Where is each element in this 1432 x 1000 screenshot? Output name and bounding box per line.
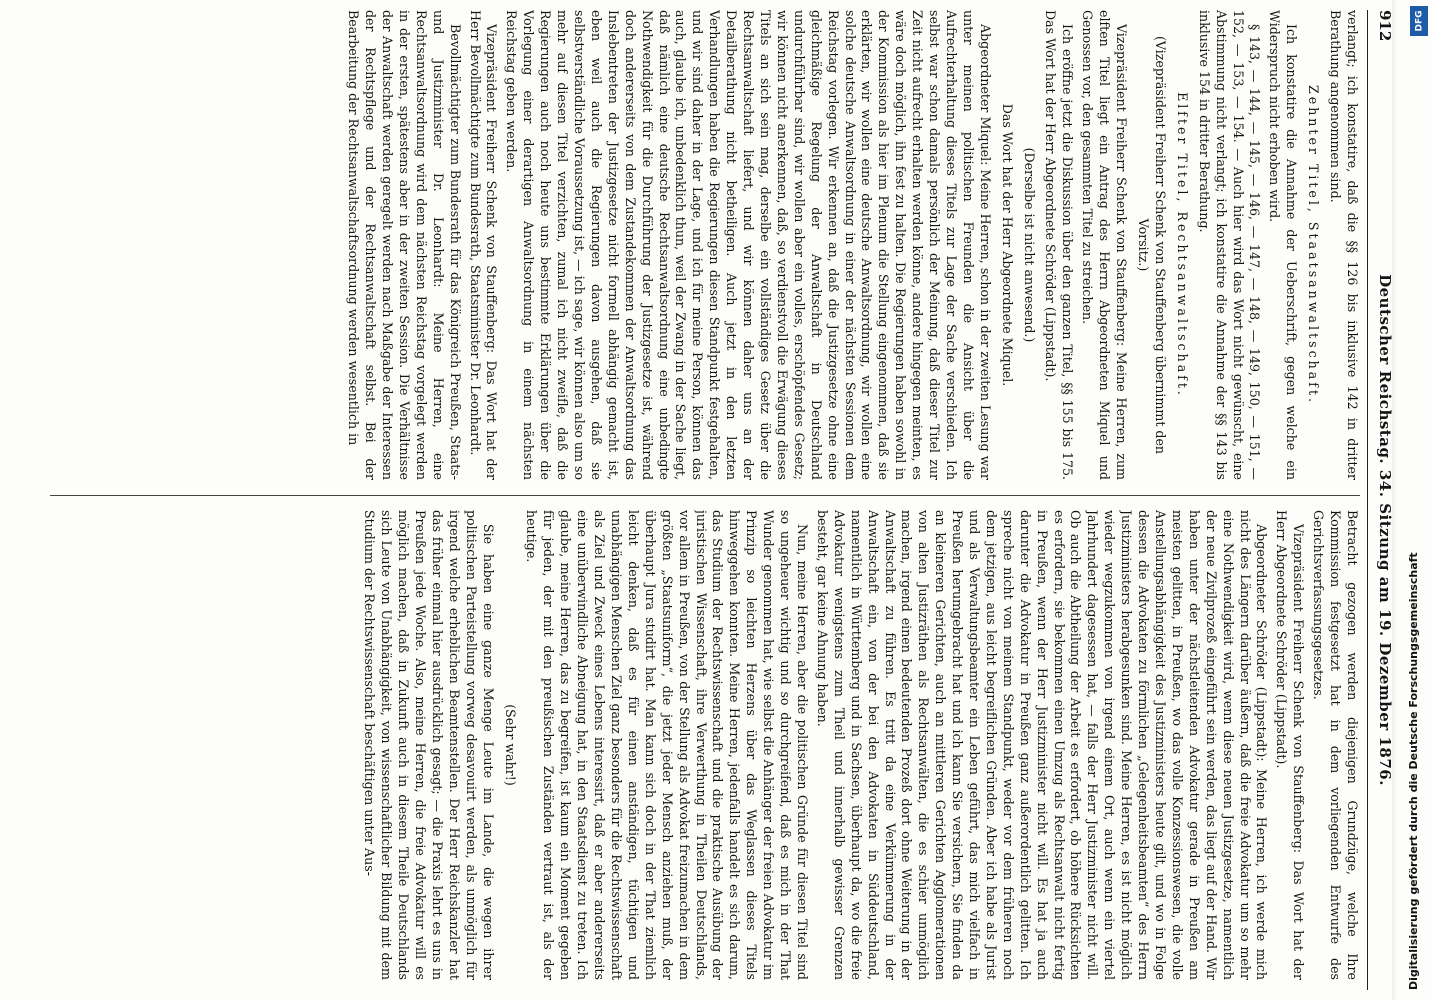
header-rule [1367,10,1368,990]
paragraph: Vizepräsident Freiherr Schenk von Stauffenberg: Meine Herren, zum elften Titel liegt ein Antrag des Herrn Abgeordneten Miquel und Genossen vor, den gesammten Titel zu streichen. [1080,10,1130,480]
section-heading: Zehnter Titel, Staatsanwaltschaft. [1306,84,1322,406]
stage-direction: (Vizepräsident Freiherr Schenk von Stauffenberg übernimmt den Vorsitz.) [1136,35,1168,455]
speech-paragraph: Bevollmächtigter zum Bundesrath für das Königreich Preußen, Staats- und Justizminister Dr. Leonhardt: Meine Herren, eine Rechtsanwaltsordnung wird dem nächsten Reichstag vorgelegt werden in der ersten, spätestens aber in der zweiten Session. Die Verhältnisse der Anwaltschaft werden geregelt werden nach Maßgabe der Interessen der Rechtspflege und der Rechtsanwaltschaft selbst. Bei der Bearbeitung der Rechtsanwaltschaftsordnung werden wesentlich in [346,10,463,480]
rotated-page-content [30,10,1400,990]
speech-paragraph: Abgeordneter Miquel: Meine Herren, schon in der zweiten Lesung war unter meinen politischen Freunden die Ansicht über die Aufrechterhaltung dieses Titels zur Lage der Sache verschieden. Ich selbst war schon damals persönlich der Meinung, daß dieser Titel zur Zeit nicht aufrecht erhalten werden könne, andere hingegen meinten, es wäre doch möglich, ihn fest zu halten. Die Regierungen haben sowohl in der Kommission als hier im Plenum die Stellung eingenommen, daß sie erklärten, wir wollen eine deutsche Anwaltsordnung, wir wollen eine solche deutsche Anwaltsordnung in einer der nächsten Sessionen dem Reichstag vorlegen. Wir erkennen an, daß die Justizgesetze ohne eine gleichmäßige Regelung der Anwaltschaft in Deutschland undurchführbar sind, wir wollen aber ein volles, erschöpfendes Gesetz; wir können nicht anerkennen, daß, so verdienstvoll die Erwägung dieses Titels an sich sein mag, derselbe ein vollständiges Gesetz über die Rechtsanwaltschaft liefert, und wir können daher uns an der Detailberathung nicht betheiligen. Auch jetzt in den letzten Verhandlungen haben die Regierungen diesen Standpunkt festgehalten, und wir sind daher in der Lage, und ich für meine Person, können das auch, glaube ich, unbedenklich thun, weil der Zwang in der Sache liegt, daß nämlich eine deutsche Rechtsanwaltsordnung eine unbedingte Nothwendigkeit für die Durchführung der Justizgesetze ist, während doch andererseits von dem Zustandekommen der Anwaltsordnung das Inslebentreten der Justizgesetze nicht formell abhängig gemacht ist, eben weil auch die Regierungen davon ausgehen, daß sie selbstverständliche Voraussetzung ist, — ich sage, wir können also um so mehr auf diesen Titel verzichten, zumal ich nicht zweifle, daß die Regierungen auch noch heute uns bestimmte Erklärungen über die Vorlegung einer derartigen Anwaltsordnung in einem nächsten Reichstag geben werden. [504,10,993,480]
paragraph: Vizepräsident Freiherr Schenk von Stauffenberg: Das Wort hat der Herr Abgeordnete Schröder (Lippstadt). [1274,510,1307,980]
paragraph: Das Wort hat der Herr Abgeordnete Miquel. [999,103,1015,387]
page-header [1370,10,1400,990]
column-divider [50,495,1360,496]
speech-paragraph: Abgeordneter Schröder (Lippstadt): Meine Herren, ich werde mich nicht des Längern darüber äußern, daß die freie Advokatur um so mehr eine Nothwendigkeit wird, wenn diese neuen Justizgesetze, namentlich der neue Zivilprozeß eingeführt sein werden, das liegt auf der Hand. Wir haben unter der nächstleitenden Advokatur gerade in Preußen am meisten gelitten, in Preußen, wo das volle Konzessionswesen, die volle Anstellungsabhängigkeit des Justizministers heute gilt, und wo in Folge dessen die Advokaten zu förmlichen „Gelegenheitsbeamten“ des Herrn Justizministers herabgesunken sind. Meine Herren, es ist nicht möglich wieder wegzukommen von irgend einem Ort, auch wenn ein viertel Jahrhundert dagesessen hat, — falls der Herr Justizminister nicht will. Ob auch die Abtheilung der Arbeit es erfordert, ob höhere Rücksichten es erfordern, sie bekommen einen Umzug als Rechtsanwalt nicht fertig in Preußen, wenn der Herr Justizminister nicht will. Es hat ja auch darunter die Advokatur in Preußen ganz außerordentlich gelitten. Ich spreche nicht von meinem Standpunkt, weder vor dem früheren noch dem jetzigen, aus leicht begreiflichen Gründen. Aber ich habe als Jurist und als Verwaltungsbeamter ein Leben geführt, das mich vielfach in Preußen herumgebracht hat und ich kann Sie versichern, Sie finden da an kleineren Gerichten, auch an mittleren Gerichten Agglomerationen von alten Justizräthen als Rechtsanwälten, die es schier unmöglich machen, irgend einen bedeutenden Prozeß dort ohne Weiterung in der Anwaltschaft zu führen. Es tritt da eine Verkümmerung in der Anwaltschaft ein, von der bei den Advokaten in Süddeutschland, namentlich in Württemberg und in Sachsen, überhaupt da, wo die freie Advokatur wenigstens zum Theil und innerhalb gewisser Grenzen besteht, gar keine Ahnung haben. [814,510,1270,980]
interjection: (Sehr wahr!) [502,704,518,786]
page-number: 912 [1376,10,1394,42]
left-column [40,10,1360,480]
speech-paragraph: Sie haben eine ganze Menge Leute im Lande, die wegen ihrer politischen Parteistellung vorweg desavouirt werden, als unmöglich für irgend welche erheblichen Beamtenstellen. Der Herr Reichskanzler hat das früher einmal hier ausdrücklich gesagt; — die Praxis lehrt es uns in Preußen jede Woche. Also, meine Herren, die freie Advokatur will es möglich machen, daß in Zukunft auch in diesem Theile Deutschlands sich Leute von Unabhängigkeit, von wissenschaftlicher Bildung mit dem Studium der Rechtswissenschaft beschäftigen unter Aus- [362,510,496,980]
speech-paragraph: Nun, meine Herren, aber die politischen Gründe für diesen Titel sind so ungeheuer wichtig und so durchgreifend, daß es mich in der That Wunder genommen hat, wie selbst die Anhänger der freien Advokatur im Prinzip so leichten Herzens über das Weglassen dieses Titels hinweggehen konnten. Meine Herren, jedenfalls handelt es sich darum, das Studium der Rechtswissenschaft und die praktische Ausübung der juristischen Wissenschaft, ihre Verwerthung in Theilen Deutschlands, vor allem in Preußen, von der Stellung als Advokat freizumachen in dem größten „Staatsuniform“, die jetzt jeder Mensch anziehen muß, der überhaupt Jura studirt hat. Man kann sich doch in der That ziemlich leicht denken, daß es für einen anständigen, tüchtigen und unabhängigen Menschen Ziel ganz besonders für die Rechtswissenschaft als Ziel und Zweck eines Lebens interessirt, daß er aber andererseits eine unüberwindliche Abneigung hat, in den Staatsdienst zu treten. Ich glaube, meine Herren, das zu begreifen, ist kaum ein Moment gegeben für jeden, der mit den preußischen Zuständen vertraut ist, als der heutige. [524,510,810,980]
right-column [40,510,1360,980]
paragraph: Vizepräsident Freiherr Schenk von Stauffenberg: Das Wort hat der Herr Bevollmächtigte zum Bundesrath, Staatsminister Dr. Leonhardt. [467,10,500,480]
paragraph: § 143, — 144, — 145, — 146, — 147, — 148, — 149, 150, — 151, — 152, — 153, — 154. — Auch hier wird das Wort nicht gewünscht, eine Abstimmung nicht verlangt; ich konstatire die Annahme der §§ 143 bis inklusive 154 in dritter Berathung. [1196,10,1263,480]
stage-direction: (Derselbe ist nicht anwesend.) [1021,147,1037,343]
page-title: Deutscher Reichstag. 34. Sitzung am 19. Dezember 1876. [1376,274,1394,786]
paragraph: verlangt; ich konstatire, daß die §§ 126 bis inklusive 142 in dritter Berathung angenommen sind. [1328,10,1360,480]
digitization-notice-strip [1405,0,1432,1000]
paragraph: Ich konstatire die Annahme der Ueberschrift, gegen welche ein Widerspruch nicht erhoben wird. [1267,10,1300,480]
section-heading: Elfter Titel, Rechtsanwaltschaft. [1174,92,1190,398]
paragraph: Betracht gezogen werden diejenigen Grundzüge, welche Ihre Kommission festgesetzt hat in dem vorliegenden Entwurfe des Gerichtsverfassungsgesetzes. [1311,510,1360,980]
dfg-logo-text: DFG [1414,10,1425,32]
paragraph: Ich eröffne jetzt die Diskussion über den ganzen Titel, §§ 155 bis 175. Das Wort hat der Herr Abgeordnete Schröder (Lippstadt). [1043,10,1076,480]
digitization-notice: Digitalisierung gefördert durch die Deutsche Forschungsgemeinschaft [1407,552,1420,990]
